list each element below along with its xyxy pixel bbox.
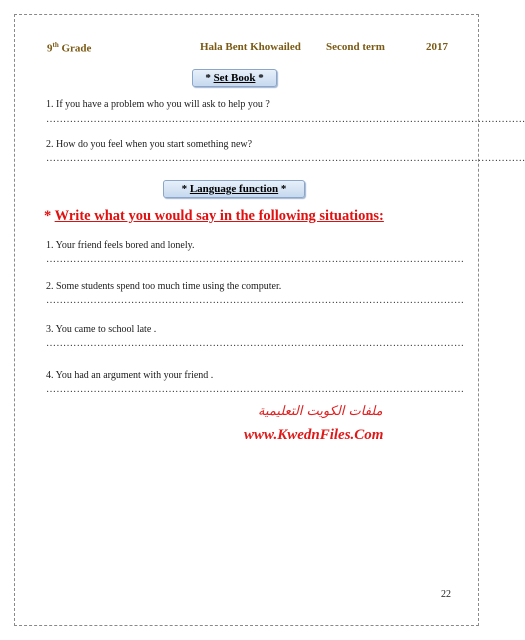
set-book-question-1: 1. If you have a problem who you will ask to help you ? (46, 99, 270, 110)
set-book-heading (192, 69, 277, 87)
header-year: 2017 (426, 41, 448, 53)
answer-line-6[interactable]: …………………………………………………………………………………………………………… (46, 384, 465, 395)
grade-number: 9 (47, 42, 53, 55)
answer-line-5[interactable]: …………………………………………………………………………………………………………… (46, 338, 465, 349)
answer-line-4[interactable]: …………………………………………………………………………………………………………… (46, 295, 465, 306)
header-teacher: Hala Bent Khowailed (200, 41, 301, 53)
watermark-arabic: ملفات الكويت التعليمية (258, 404, 383, 419)
instruction-label: Write what you would say in the following situations: (54, 208, 384, 224)
situation-1: 1. Your friend feels bored and lonely. (46, 240, 195, 251)
answer-line-1[interactable]: …………………………………………………………………………………………………………………………… (46, 114, 525, 125)
situation-4: 4. You had an argument with your friend . (46, 370, 214, 381)
header-term: Second term (326, 41, 385, 53)
instruction-star: * (44, 208, 55, 224)
answer-line-3[interactable]: …………………………………………………………………………………………………………… (46, 254, 465, 265)
set-book-title: Set Book (213, 72, 256, 84)
set-book-star-left: * (205, 72, 214, 84)
language-function-title: Language function (189, 183, 279, 195)
set-book-question-2: 2. How do you feel when you start something new? (46, 139, 253, 150)
situation-2: 2. Some students spend too much time using the computer. (46, 281, 282, 292)
page-number: 22 (441, 589, 451, 600)
set-book-star-right: * (255, 72, 264, 84)
answer-line-2[interactable]: …………………………………………………………………………………………………………………………… (46, 153, 525, 164)
language-function-heading (163, 180, 305, 198)
instruction-text (44, 208, 384, 225)
grade-word: Grade (58, 42, 92, 55)
header-grade (47, 41, 91, 55)
lang-star-left: * (181, 183, 190, 195)
page-header (36, 41, 461, 55)
situation-3: 3. You came to school late . (46, 324, 157, 335)
watermark-url: www.KwednFiles.Com (244, 427, 384, 443)
lang-star-right: * (278, 183, 287, 195)
grade-suffix: th (52, 41, 59, 49)
